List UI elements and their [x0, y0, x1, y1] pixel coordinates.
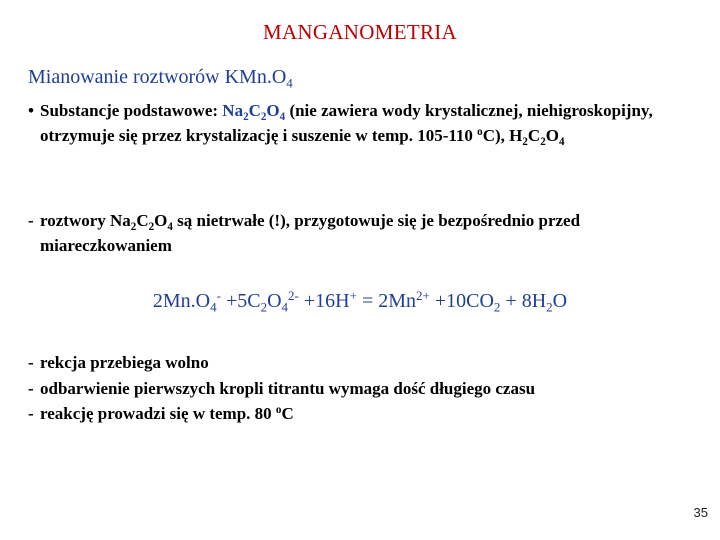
subtitle-text: Mianowanie roztworów KMn.O	[28, 66, 287, 88]
reaction-equation	[0, 287, 720, 315]
text-segment: Substancje podstawowe:	[40, 101, 223, 120]
dash-marker: -	[28, 353, 34, 372]
formula-subscript: 4	[558, 135, 565, 148]
formula-subscript: 2	[522, 135, 528, 148]
text-segment: (nie zawiera wody krystalicznej, niehigroskopijny, otrzymuje się przez krystalizację i suszenie w temp. 105-110	[40, 101, 653, 145]
equation-part: +16H	[298, 290, 350, 312]
text-segment: roztwory Na	[40, 211, 131, 230]
list-item-text: odbarwienie pierwszych kropli titrantu wymaga dość długiego czasu	[40, 378, 536, 398]
dash-marker: -	[28, 404, 34, 423]
formula-part: C	[136, 211, 149, 230]
formula-part: O	[545, 126, 559, 145]
subtitle-subscript: 4	[286, 75, 293, 91]
conditions-list	[28, 350, 688, 427]
equation-part: O	[267, 290, 282, 312]
equation-part: +5C	[220, 290, 261, 312]
equation-subscript: 2	[546, 299, 553, 315]
degree-superscript: o	[477, 125, 483, 138]
equation-part: + 8H	[500, 290, 547, 312]
formula-part: O	[266, 101, 280, 120]
dash-marker: -	[28, 211, 34, 230]
formula-subscript: 2	[243, 110, 249, 123]
formula-subscript: 2	[540, 135, 546, 148]
equation-subscript: 2	[493, 299, 501, 315]
equation-superscript: 2-	[288, 287, 299, 303]
list-item	[28, 401, 688, 427]
list-item	[28, 376, 688, 402]
slide-title: MANGANOMETRIA	[262, 20, 458, 44]
slide-subtitle	[28, 66, 293, 89]
equation-superscript: +	[349, 287, 357, 303]
formula-part: O	[154, 211, 168, 230]
formula-part: C	[248, 101, 261, 120]
formula-subscript: 4	[167, 220, 173, 233]
list-item-text: rekcja przebiega wolno	[40, 353, 209, 372]
equation-part: = 2Mn	[356, 290, 417, 312]
equation-superscript: 2+	[416, 287, 430, 303]
list-item-text: C	[281, 404, 294, 423]
formula-part: C	[527, 126, 541, 145]
equation-part: +10CO	[429, 290, 494, 312]
formula-subscript: 4	[279, 110, 286, 123]
primary-standards-paragraph	[28, 98, 688, 148]
text-segment: są nietrwałe (!), przygotowuje się je bezpośrednio przed miareczkowaniem	[40, 211, 581, 255]
solutions-paragraph	[28, 208, 688, 258]
dash-marker: -	[28, 378, 34, 398]
paragraph-text	[40, 208, 688, 258]
paragraph-text	[40, 98, 688, 148]
equation-part: 2Mn.O	[152, 290, 211, 312]
text-segment: C), H	[482, 126, 523, 145]
formula-subscript: 2	[130, 220, 137, 233]
formula-subscript: 2	[260, 110, 267, 123]
formula-part: Na	[222, 101, 244, 120]
equation-subscript: 4	[281, 299, 289, 315]
list-item	[28, 350, 688, 376]
sodium-oxalate-formula	[222, 101, 286, 123]
page-number: 35	[693, 505, 708, 520]
equation-subscript: 4	[210, 299, 217, 315]
degree-superscript: o	[275, 403, 282, 416]
equation-superscript: -	[216, 287, 221, 303]
formula-subscript: 2	[148, 220, 155, 233]
list-item-text: reakcję prowadzi się w temp. 80	[40, 404, 276, 423]
equation-part: O	[552, 290, 568, 312]
bullet-marker: •	[28, 101, 34, 120]
equation-subscript: 2	[260, 299, 268, 315]
